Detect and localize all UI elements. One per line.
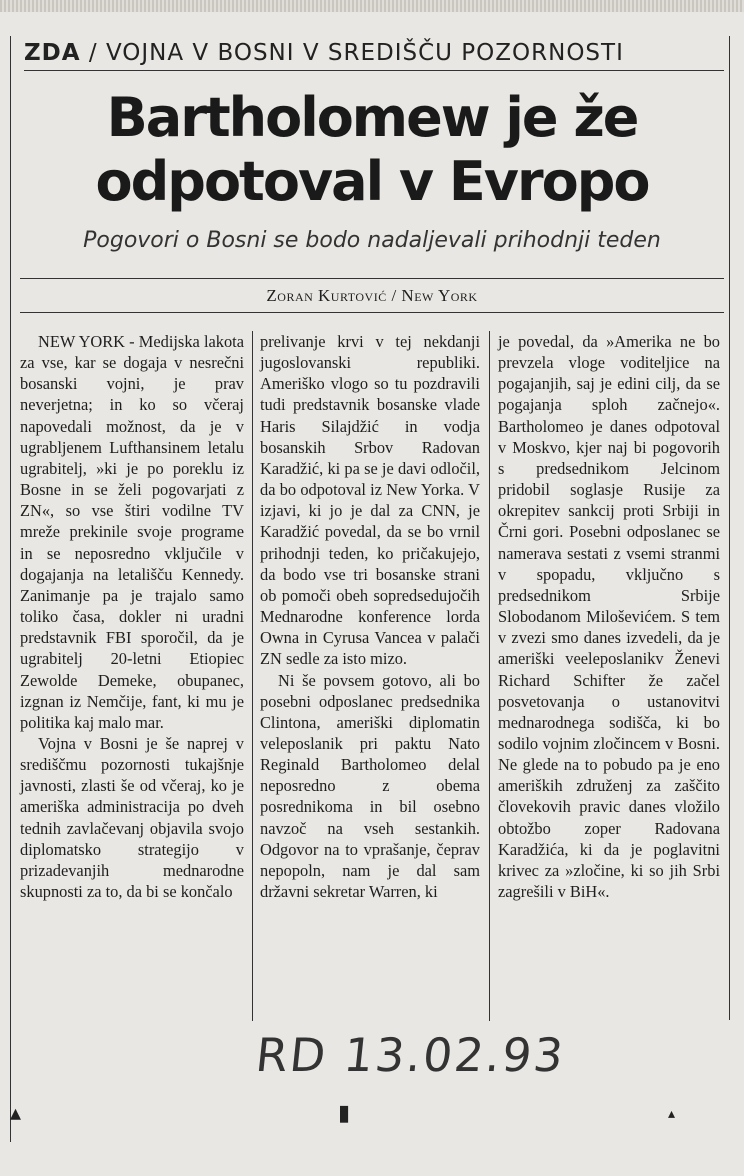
binding-mark-left: ▴ [10, 1100, 22, 1125]
paragraph: prelivanje krvi v tej nekdanji jugoslovanski republiki. Ameriško vlogo so tu pozdravili tudi predstavnik bosanske vlade Haris Silajdžić in vodja bosanskih Srbov Radovan Karadžić, ki pa se je davi odločil, da bo odpotoval iz New Yorka. V izjavi, ki jo je dal za CNN, je Karadžić povedal, da se bo vrnil prihodnji teden, ko pričakujejo, da bodo vse tri bosanske strani ob pomoči obeh sopredsedujočih Mednarodne konference lorda Owna in Cyrusa Vancea v palači ZN sedle za isto mizo. [260, 332, 480, 669]
paragraph: Ni še povsem gotovo, ali bo posebni odposlanec predsednika Clintona, ameriški diplomatin veleposlanik pri paktu Nato Reginald Bartholomeo delal neposredno z obema posrednikoma in bil osebno navzoč na vseh sestankih. Odgovor na to vprašanje, čeprav nepopoln, nam je dal sam državni sekretar Warren, ki [260, 670, 480, 902]
kicker [24, 40, 724, 66]
paragraph: je povedal, da »Amerika ne bo prevzela vloge voditeljice na pogajanjih, saj je edini cilj, da se pogajanja sploh začnejo«. Bartholomeo je danes odpotoval v Moskvo, kjer naj bi pogovorih s predsednikom Jelcinom pridobil soglasje Rusije za okrepitev sankcij proti Srbiji in Črni gori. Posebni odposlanec se namerava sestati z vsemi stranmi v spopadu, vključno s predsednikom Srbije Slobodanom Miloševićem. S tem v zvezi smo danes izvedeli, da je ameriški veeleposlanikv Ženevi Richard Schifter že začel posvetovanja o ustanovitvi mednarodnega sodišča, ki bo sodilo vojnim zločincem v Bosni. Ne glede na to pobudo pa je eno ameriških združenj za zaščito človekovih pravic danes vložilo obtožbo zoper Radovana Karadžića, ki da je poglavitni krivec za »zločine, ki so jih Srbi zagrešili v BiH«. [498, 332, 720, 902]
binding-mark-right: ▴ [668, 1107, 676, 1122]
byline: Zoran Kurtović / New York [266, 286, 478, 305]
handwritten-date-stamp: RD 13.02.93 [253, 1028, 568, 1082]
article-column-1 [20, 331, 244, 902]
binding-mark-center: ▮ [338, 1100, 351, 1125]
kicker-section: ZDA [24, 40, 81, 66]
paragraph: Vojna v Bosni je še naprej v središčmu pozornosti tukajšnje javnosti, zlasti še od včeraj, ko je ameriška administracija po dveh tednih zavlačevanj objavila svojo diplomatsko strategijo v prizadevanjih mednarodne skupnosti za to, da bi se končalo [20, 733, 244, 902]
article-column-2 [260, 331, 480, 902]
kicker-separator: / [88, 40, 98, 66]
kicker-topic: VOJNA V BOSNI V SREDIŠČU POZORNOSTI [105, 40, 624, 66]
paper-top-edge [0, 0, 744, 12]
kicker-rule [24, 70, 724, 71]
byline-rule-top [20, 278, 724, 279]
headline [0, 86, 744, 214]
headline-line-1: Bartholomew je že [106, 86, 638, 149]
paragraph: NEW YORK - Medijska lakota za vse, kar se dogaja v nesrečni bosanski vojni, je prav neverjetna; in ko so včeraj napovedali možnost, da je v ugrabljenem Lufthansinem letalu ugrabitelj, »ki je po poreklu iz Bosne in se želi pogovarjati z ZN«, so vse štiri vodilne TV mreže prekinile svoje programe in se neposredno vključile v dogajanja na letališču Kennedy. Zanimanje pa je trajalo samo toliko časa, dokler ni uradni predstavnik FBI sporočil, da je ugrabitelj 20-letni Etiopiec Zewolde Demeke, obupanec, izgnan iz Nemčije, fant, ki mu je politika kaj malo mar. [20, 332, 244, 732]
column-divider-2 [489, 331, 490, 1021]
headline-line-2: odpotoval v Evropo [95, 150, 649, 213]
subheadline: Pogovori o Bosni se bodo nadaljevali prihodnji teden [83, 228, 661, 253]
article-column-3 [498, 331, 720, 902]
byline-rule-bottom [20, 312, 724, 313]
column-divider-1 [252, 331, 253, 1021]
